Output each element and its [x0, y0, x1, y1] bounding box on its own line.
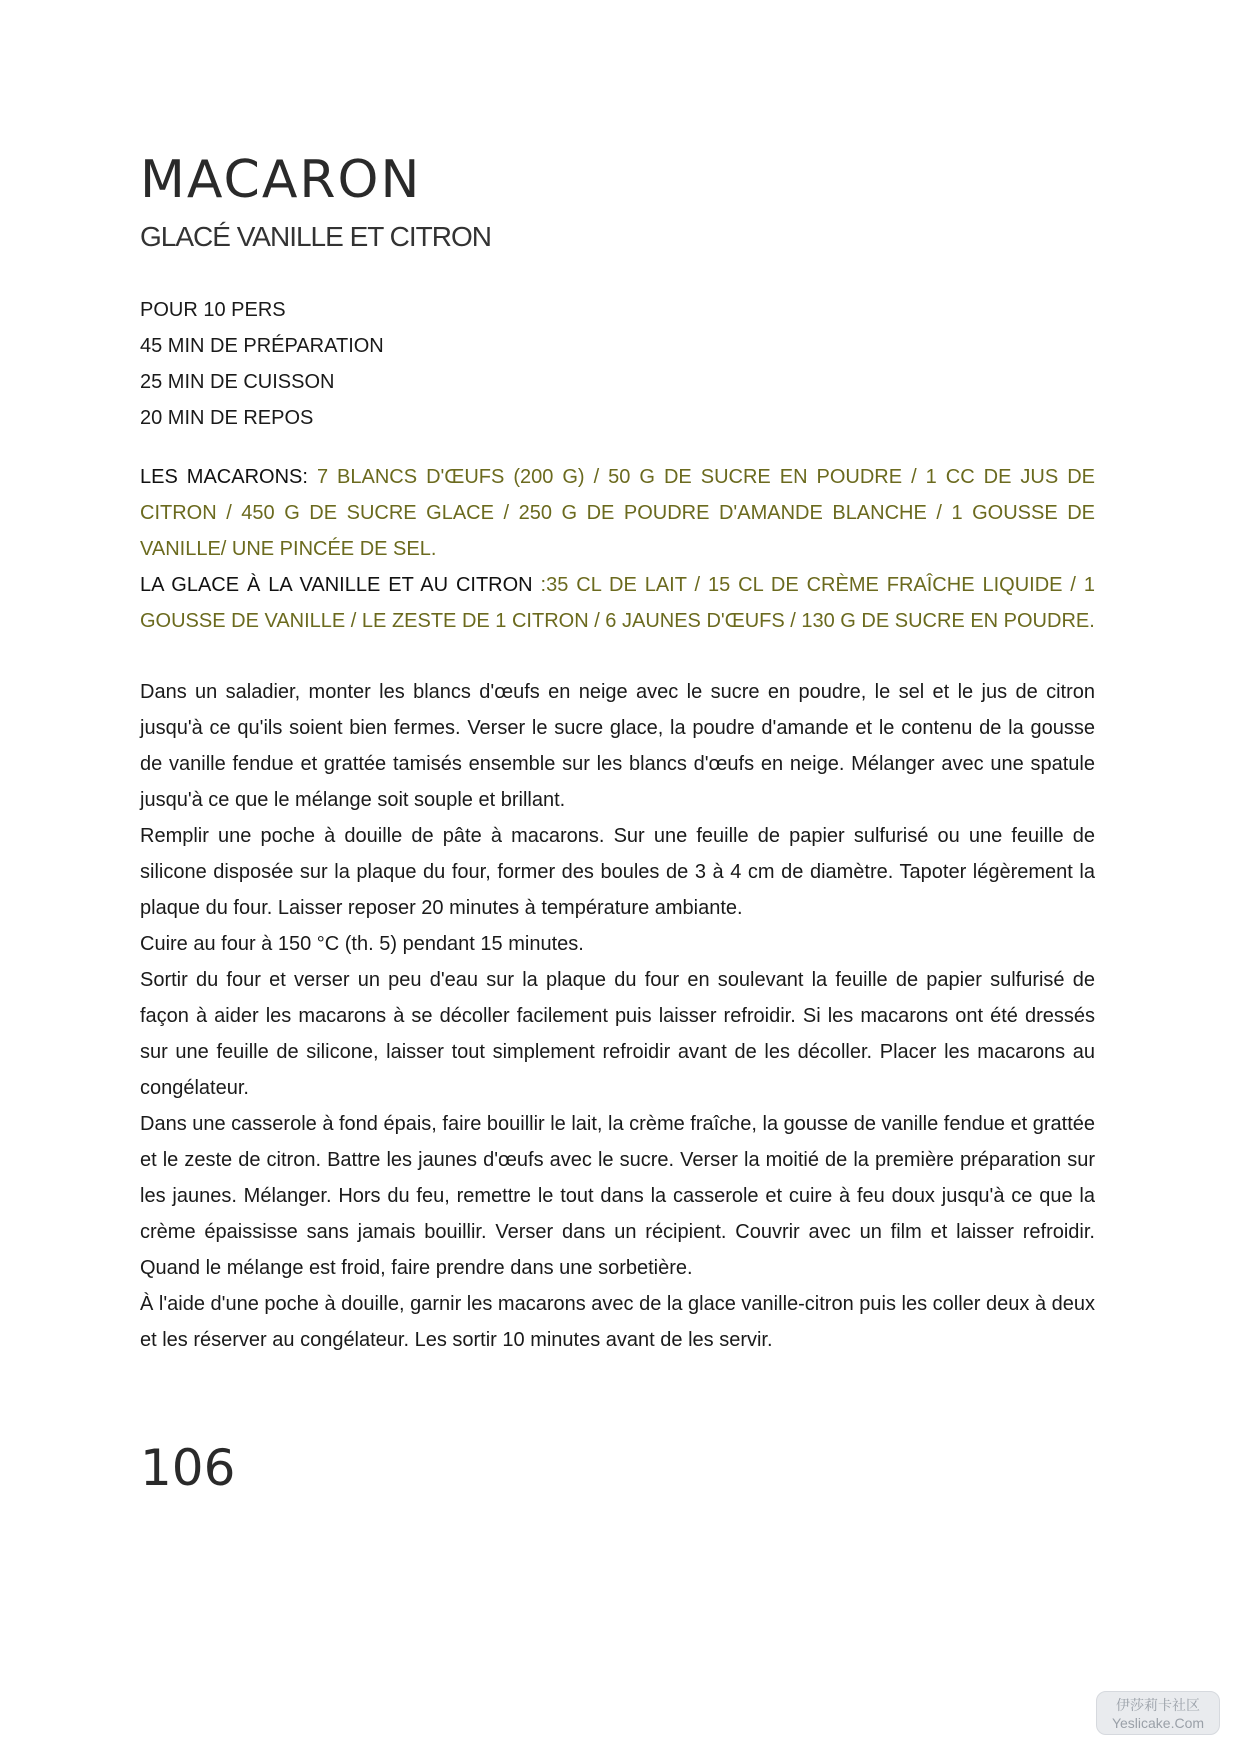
recipe-subtitle: GLACÉ VANILLE ET CITRON — [140, 221, 491, 252]
page-number: 106 — [140, 1439, 236, 1497]
rest-time: 20 MIN DE REPOS — [140, 407, 314, 429]
ingredients-list: :35 CL DE LAIT / 15 CL DE CRÈME FRAÎCHE LIQUIDE / 1 GOUSSE DE VANILLE / LE ZESTE DE 1 CITRON / 6 JAUNES D'ŒUFS / 130 G DE SUCRE EN POUDRE. — [140, 574, 1095, 632]
instructions-section — [140, 674, 1095, 1358]
instruction-paragraph: Cuire au four à 150 °C (th. 5) pendant 15 minutes. — [140, 933, 584, 955]
instruction-paragraph: À l'aide d'une poche à douille, garnir les macarons avec de la glace vanille-citron puis les coller deux à deux et les réserver au congélateur. Les sortir 10 minutes avant de les servir. — [140, 1293, 1095, 1351]
instruction-paragraph: Remplir une poche à douille de pâte à macarons. Sur une feuille de papier sulfurisé ou une feuille de silicone disposée sur la plaque du four, former des boules de 3 à 4 cm de diamètre. Tapoter légèrement la plaque du four. Laisser reposer 20 minutes à température ambiante. — [140, 825, 1095, 919]
recipe-title: MACARON — [140, 150, 422, 210]
instruction-paragraph: Sortir du four et verser un peu d'eau sur la plaque du four en soulevant la feuille de papier sulfurisé de façon à aider les macarons à se décoller facilement puis laisser refroidir. Si les macarons ont été dressés sur une feuille de silicone, laisser tout simplement refroidir avant de les décoller. Placer les macarons au congélateur. — [140, 969, 1095, 1099]
prep-time: 45 MIN DE PRÉPARATION — [140, 335, 384, 357]
cook-time: 25 MIN DE CUISSON — [140, 371, 335, 393]
ingredients-macarons — [140, 459, 1095, 567]
ingredients-label: LA GLACE À LA VANILLE ET AU CITRON — [140, 574, 541, 596]
recipe-meta — [140, 292, 1095, 436]
servings: POUR 10 PERS — [140, 299, 286, 321]
instruction-paragraph: Dans un saladier, monter les blancs d'œufs en neige avec le sucre en poudre, le sel et le jus de citron jusqu'à ce qu'ils soient bien fermes. Verser le sucre glace, la poudre d'amande et le contenu de la gousse de vanille fendue et grattée tamisés ensemble sur les blancs d'œufs en neige. Mélanger avec une spatule jusqu'à ce que le mélange soit souple et brillant. — [140, 681, 1095, 811]
ingredients-section — [140, 459, 1095, 639]
ingredients-glace — [140, 567, 1095, 639]
watermark-logo — [1096, 1691, 1220, 1735]
watermark-line-1: 伊莎莉卡社区 — [1116, 1697, 1200, 1713]
watermark-line-2: Yeslicake.Com — [1111, 1715, 1205, 1731]
ingredients-list: 7 BLANCS D'ŒUFS (200 G) / 50 G DE SUCRE EN POUDRE / 1 CC DE JUS DE CITRON / 450 G DE SUCRE GLACE / 250 G DE POUDRE D'AMANDE BLANCHE / 1 GOUSSE DE VANILLE/ UNE PINCÉE DE SEL. — [140, 466, 1095, 560]
ingredients-label: LES MACARONS: — [140, 466, 317, 488]
instruction-paragraph: Dans une casserole à fond épais, faire bouillir le lait, la crème fraîche, la gousse de vanille fendue et grattée et le zeste de citron. Battre les jaunes d'œufs avec le sucre. Verser la moitié de la première préparation sur les jaunes. Mélanger. Hors du feu, remettre le tout dans la casserole et cuire à feu doux jusqu'à ce que la crème épaississe sans jamais bouillir. Verser dans un récipient. Couvrir avec un film et laisser refroidir. Quand le mélange est froid, faire prendre dans une sorbetière. — [140, 1113, 1095, 1279]
recipe-page — [140, 150, 1095, 1358]
